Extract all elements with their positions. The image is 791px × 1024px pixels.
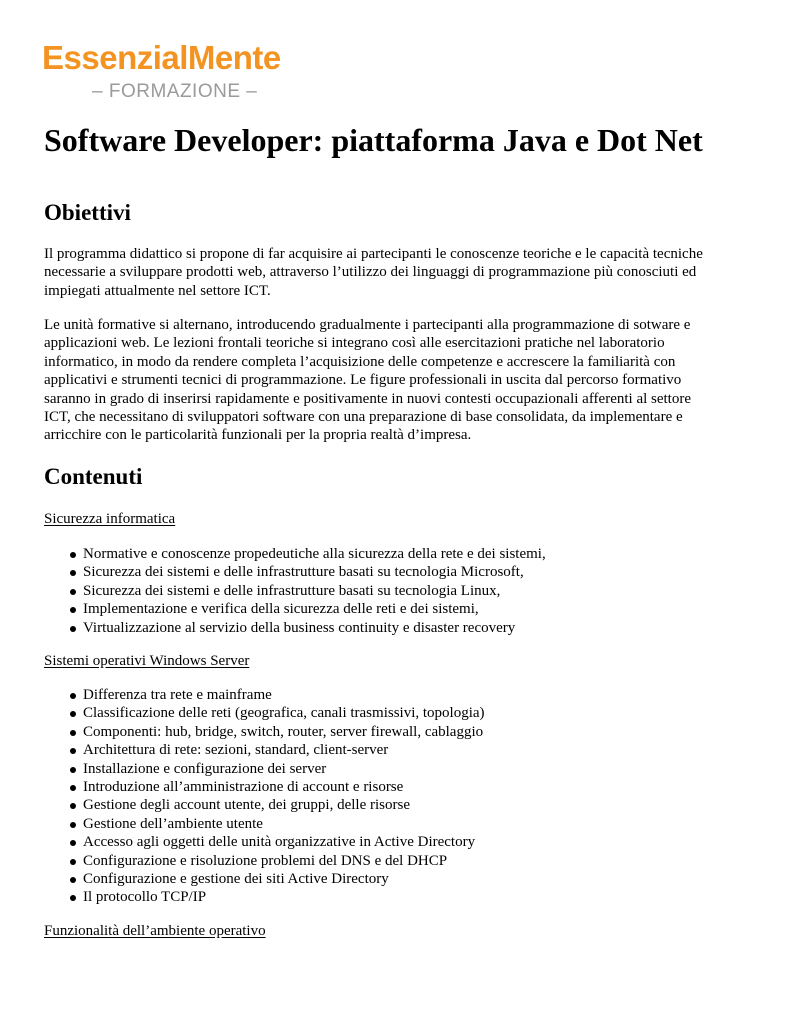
logo-subtitle: – FORMAZIONE – <box>92 81 258 102</box>
obiettivi-paragraph-1 <box>44 245 744 300</box>
list-sicurezza-informatica <box>66 545 546 637</box>
list-item: Installazione e configurazione dei server <box>66 760 485 778</box>
list-item: Configurazione e gestione dei siti Active Directory <box>66 870 485 888</box>
list-item: Accesso agli oggetti delle unità organizzative in Active Directory <box>66 833 485 851</box>
obiettivi-paragraph-2 <box>44 316 744 445</box>
text-line: informatico, in modo da rendere completa l’acquisizione delle competenze e accrescere la familiarità con <box>44 353 676 370</box>
heading-contenuti: Contenuti <box>44 464 143 489</box>
list-item: Gestione dell’ambiente utente <box>66 815 485 833</box>
list-item: Sicurezza dei sistemi e delle infrastrutture basati su tecnologia Microsoft, <box>66 563 546 581</box>
text-line: ICT, che necessitano di sviluppatori software con una preparazione di base consolidata, da implementare e <box>44 409 683 426</box>
text-line: applicativi e strumenti tecnici di programmazione. Le figure professionali in uscita dal percorso formativo <box>44 372 682 389</box>
text-line: Le unità formative si alternano, introducendo gradualmente i partecipanti alla programmazione di sotware e <box>44 317 691 333</box>
page-title: Software Developer: piattaforma Java e Dot Net <box>44 122 703 158</box>
section-link-funzionalita-ambiente-operativo[interactable]: Funzionalità dell’ambiente operativo <box>44 923 266 939</box>
heading-obiettivi: Obiettivi <box>44 200 131 225</box>
list-item: Componenti: hub, bridge, switch, router, server firewall, cablaggio <box>66 723 485 741</box>
brand-logo <box>42 38 302 102</box>
text-line: arricchire con le particolarità funzionali per la propria realtà d’impresa. <box>44 427 472 444</box>
list-item: Differenza tra rete e mainframe <box>66 686 485 704</box>
text-line: applicazioni web. Le lezioni frontali teoriche si integrano così alle esercitazioni pratiche nel laboratorio <box>44 335 665 352</box>
text-line: saranno in grado di inserirsi rapidamente e positivamente in nuovi contesti occupazionali afferenti al settore <box>44 390 692 407</box>
list-item: Normative e conoscenze propedeutiche alla sicurezza della rete e dei sistemi, <box>66 545 546 563</box>
list-item: Il protocollo TCP/IP <box>66 888 485 906</box>
logo-wordmark: EssenzialMente <box>42 39 281 76</box>
list-item: Sicurezza dei sistemi e delle infrastrutture basati su tecnologia Linux, <box>66 582 546 600</box>
text-line: impiegati attualmente nel settore ICT. <box>44 282 271 299</box>
section-link-sicurezza-informatica[interactable]: Sicurezza informatica <box>44 511 176 527</box>
section-link-sistemi-operativi-windows-server[interactable]: Sistemi operativi Windows Server <box>44 653 250 669</box>
text-line: Il programma didattico si propone di far acquisire ai partecipanti le conoscenze teoriche e le capacità tecniche <box>44 246 703 262</box>
list-item: Configurazione e risoluzione problemi del DNS e del DHCP <box>66 852 485 870</box>
list-item: Introduzione all’amministrazione di account e risorse <box>66 778 485 796</box>
list-item: Classificazione delle reti (geografica, canali trasmissivi, topologia) <box>66 704 485 722</box>
list-item: Architettura di rete: sezioni, standard, client-server <box>66 741 485 759</box>
list-item: Implementazione e verifica della sicurezza delle reti e dei sistemi, <box>66 600 546 618</box>
text-line: necessarie a sviluppare prodotti web, attraverso l’utilizzo dei linguaggi di programmazione più conosciuti ed <box>44 264 697 281</box>
list-sistemi-operativi-windows-server <box>66 686 485 907</box>
list-item: Gestione degli account utente, dei gruppi, delle risorse <box>66 796 485 814</box>
list-item: Virtualizzazione al servizio della business continuity e disaster recovery <box>66 619 546 637</box>
